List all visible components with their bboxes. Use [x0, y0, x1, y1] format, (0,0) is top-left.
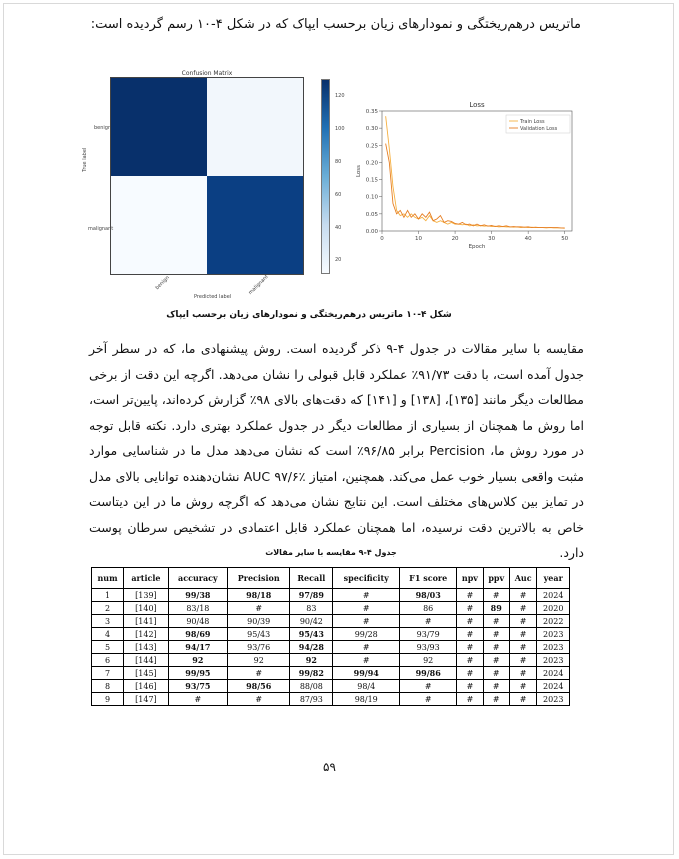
paragraph-text: مقایسه با سایر مقالات در جدول ۴-۹ ذکر گردیده است. روش پیشنهادی ما، که در سطر آخر جدول آمده است، با دقت ۹۱/۷۳٪ عملکرد قابل قبولی را نشان می‌دهد. اگرچه این دقت از برخی مطالعات دیگر مانند [۱۳۵]، [۱۳۸] و [۱۴۱] که دقت‌های بالای ۹۸٪ گزارش کرده‌اند، پایین‌تر است، اما روش ما همچنان از بسیاری از مطالعات دیگر در جدول عملکرد بهتری دارد. نکته قابل توجه در مورد روش ما، Percision برابر ۹۶/۸۵٪ است که نشان می‌دهد مدل ما در شناسایی موارد مثبت واقعی بسیار خوب عمل می‌کند. همچنین، امتیاز AUC ۹۷/۶٪ نشان‌دهنده توانایی بالای مدل در تمایز بین کلاس‌های مختلف است. این نتایج نشان می‌دهد که اگرچه روش ما در این دیتاست خاص به بالاترین دقت نرسیده، اما همچنان عملکرد قابل اعتمادی در تشخیص سرطان پوست دارد. — [89, 341, 585, 560]
table-cell: # — [400, 693, 457, 706]
comparison-table — [91, 567, 570, 706]
table-cell: # — [457, 602, 483, 615]
table-cell: 90/42 — [290, 615, 333, 628]
table-cell: [145] — [124, 667, 169, 680]
colorbar-tick: 60 — [335, 192, 342, 198]
column-header: article — [124, 568, 169, 589]
table-cell: 90/48 — [168, 615, 227, 628]
table-cell: 3 — [92, 615, 124, 628]
table-cell: 2023 — [537, 693, 570, 706]
cm-cell-malignant-malignant — [207, 176, 303, 274]
table-cell: 98/69 — [168, 628, 227, 641]
y-tick-label: 0.30 — [365, 126, 378, 133]
x-tick-label: 10 — [415, 236, 423, 242]
column-header: accuracy — [168, 568, 227, 589]
table-cell: 98/19 — [333, 693, 400, 706]
x-tick-label: 40 — [524, 236, 532, 242]
column-header: Precision — [228, 568, 290, 589]
table-cell: # — [333, 589, 400, 602]
y-tick-label: 0.20 — [365, 160, 378, 167]
table-cell: # — [509, 589, 537, 602]
table-cell: 89 — [483, 602, 509, 615]
table-cell: 92 — [400, 654, 457, 667]
y-tick-label: 0.00 — [365, 229, 378, 235]
page-number: ۵۹ — [323, 760, 336, 774]
table-cell: 9 — [92, 693, 124, 706]
table-cell: # — [457, 680, 483, 693]
table-cell: 98/56 — [228, 680, 290, 693]
loss-chart-svg — [352, 97, 584, 257]
table-cell: 99/94 — [333, 667, 400, 680]
table-cell: 2 — [92, 602, 124, 615]
table-cell: # — [457, 693, 483, 706]
table-cell: 94/28 — [290, 641, 333, 654]
colorbar — [321, 79, 330, 274]
table-cell: 99/82 — [290, 667, 333, 680]
table-cell: 95/43 — [228, 628, 290, 641]
x-axis-label: Epoch — [468, 244, 486, 250]
table-cell: 97/89 — [290, 589, 333, 602]
table-cell: # — [483, 641, 509, 654]
table-header-row — [92, 568, 570, 589]
intro-line: ماتریس درهم‌ریختگی و نمودارهای زیان برحسب ایپاک که در شکل ۴-۱۰ رسم گردیده است: — [90, 17, 581, 32]
table-row — [92, 589, 570, 602]
table-cell: # — [509, 615, 537, 628]
table-cell: # — [333, 615, 400, 628]
colorbar-tick: 120 — [335, 93, 345, 99]
table-cell: # — [400, 615, 457, 628]
cm-cell-malignant-benign — [111, 176, 207, 274]
table-cell: # — [457, 628, 483, 641]
table-cell: # — [483, 628, 509, 641]
table-cell: [147] — [124, 693, 169, 706]
table-cell: # — [483, 589, 509, 602]
table-cell: 99/28 — [333, 628, 400, 641]
table-cell: 99/38 — [168, 589, 227, 602]
table-cell: # — [509, 602, 537, 615]
table-cell: 6 — [92, 654, 124, 667]
table-cell: # — [457, 589, 483, 602]
cm-col-label: benign — [154, 274, 171, 292]
column-header: Recall — [290, 568, 333, 589]
table-cell: 87/93 — [290, 693, 333, 706]
table-cell: 99/86 — [400, 667, 457, 680]
table-cell: # — [228, 602, 290, 615]
cm-col-label: malignant — [247, 273, 270, 297]
table-cell: # — [509, 680, 537, 693]
table-cell: [140] — [124, 602, 169, 615]
y-tick-label: 0.05 — [365, 211, 378, 218]
table-cell: 2020 — [537, 602, 570, 615]
table-cell: 94/17 — [168, 641, 227, 654]
table-cell: # — [483, 693, 509, 706]
table-cell: # — [509, 654, 537, 667]
table-cell: 1 — [92, 589, 124, 602]
table-cell: # — [333, 602, 400, 615]
table-cell: [143] — [124, 641, 169, 654]
confusion-matrix-grid — [110, 77, 304, 275]
x-tick-label: 0 — [380, 236, 384, 242]
table-cell: # — [483, 667, 509, 680]
x-tick-label: 30 — [488, 236, 496, 242]
table-cell: # — [228, 667, 290, 680]
cm-x-label: Predicted label — [194, 294, 232, 300]
table-cell: # — [333, 641, 400, 654]
table-row — [92, 667, 570, 680]
table-cell: [141] — [124, 615, 169, 628]
table-cell: 92 — [228, 654, 290, 667]
table-cell: 8 — [92, 680, 124, 693]
table-cell: # — [457, 641, 483, 654]
column-header: specificity — [333, 568, 400, 589]
x-tick-label: 20 — [451, 236, 459, 242]
table-cell: 7 — [92, 667, 124, 680]
table-cell: # — [509, 693, 537, 706]
table-cell: 83/18 — [168, 602, 227, 615]
table-cell: # — [333, 654, 400, 667]
table-cell: 2023 — [537, 628, 570, 641]
legend-entry: Train Loss — [520, 119, 545, 125]
table-cell: 95/43 — [290, 628, 333, 641]
y-tick-label: 0.15 — [365, 177, 378, 184]
table-cell: # — [168, 693, 227, 706]
cm-row-label: benign — [94, 125, 112, 131]
table-cell: 93/79 — [400, 628, 457, 641]
column-header: year — [537, 568, 570, 589]
loss-chart — [352, 97, 584, 257]
table-cell: # — [400, 680, 457, 693]
cm-title: Confusion Matrix — [181, 70, 233, 77]
table-caption: جدول ۴-۹ مقایسه با سایر مقالات — [265, 548, 397, 557]
y-tick-label: 0.35 — [365, 109, 378, 115]
table-cell: 88/08 — [290, 680, 333, 693]
table-row — [92, 615, 570, 628]
column-header: ppv — [483, 568, 509, 589]
table-cell: [146] — [124, 680, 169, 693]
colorbar-tick: 100 — [335, 126, 345, 132]
cm-cell-benign-benign — [111, 78, 207, 176]
table-row — [92, 654, 570, 667]
body-paragraph — [89, 336, 584, 566]
table-cell: # — [483, 680, 509, 693]
legend-entry: Validation Loss — [520, 126, 558, 132]
table-cell: # — [457, 667, 483, 680]
table-cell: 5 — [92, 641, 124, 654]
table-cell: # — [457, 654, 483, 667]
table-cell: # — [483, 615, 509, 628]
column-header: Auc — [509, 568, 537, 589]
table-cell: 4 — [92, 628, 124, 641]
table-cell: 2024 — [537, 667, 570, 680]
cm-y-label: True label — [82, 147, 88, 172]
table-cell: 86 — [400, 602, 457, 615]
table-cell: 92 — [168, 654, 227, 667]
colorbar-tick: 20 — [335, 257, 342, 263]
table-cell: 98/18 — [228, 589, 290, 602]
table-cell: [142] — [124, 628, 169, 641]
table-cell: 90/39 — [228, 615, 290, 628]
table-cell: # — [509, 667, 537, 680]
table-cell: # — [509, 628, 537, 641]
y-tick-label: 0.25 — [365, 143, 378, 150]
column-header: npv — [457, 568, 483, 589]
table-cell: # — [228, 693, 290, 706]
table-row — [92, 693, 570, 706]
cm-cell-benign-malignant — [207, 78, 303, 176]
table-cell: 83 — [290, 602, 333, 615]
table-row — [92, 602, 570, 615]
table-row — [92, 641, 570, 654]
table-body — [92, 589, 570, 706]
table-cell: 2024 — [537, 589, 570, 602]
table-cell: 93/76 — [228, 641, 290, 654]
table-cell: 2024 — [537, 680, 570, 693]
table-cell: [139] — [124, 589, 169, 602]
table-cell: # — [457, 615, 483, 628]
cm-row-label: malignant — [88, 226, 114, 232]
x-tick-label: 50 — [561, 236, 569, 242]
column-header: F1 score — [400, 568, 457, 589]
table-row — [92, 680, 570, 693]
table-cell: 2023 — [537, 654, 570, 667]
table-cell: 92 — [290, 654, 333, 667]
y-axis-label: Loss — [356, 164, 362, 178]
table-cell: 98/4 — [333, 680, 400, 693]
confusion-matrix — [84, 72, 354, 308]
table-cell: # — [509, 641, 537, 654]
table-cell: 93/75 — [168, 680, 227, 693]
table-cell: 99/95 — [168, 667, 227, 680]
table-cell: 93/93 — [400, 641, 457, 654]
table-row — [92, 628, 570, 641]
figure-caption: شکل ۴-۱۰ ماتریس درهم‌ریختگی و نمودارهای زیان برحسب ایپاک — [166, 310, 452, 320]
column-header: num — [92, 568, 124, 589]
table-cell: [144] — [124, 654, 169, 667]
table-cell: # — [483, 654, 509, 667]
table-cell: 98/03 — [400, 589, 457, 602]
chart-title: Loss — [469, 101, 485, 109]
colorbar-tick: 80 — [335, 159, 342, 165]
y-tick-label: 0.10 — [365, 194, 378, 201]
table-cell: 2022 — [537, 615, 570, 628]
table-cell: 2023 — [537, 641, 570, 654]
colorbar-tick: 40 — [335, 225, 342, 231]
